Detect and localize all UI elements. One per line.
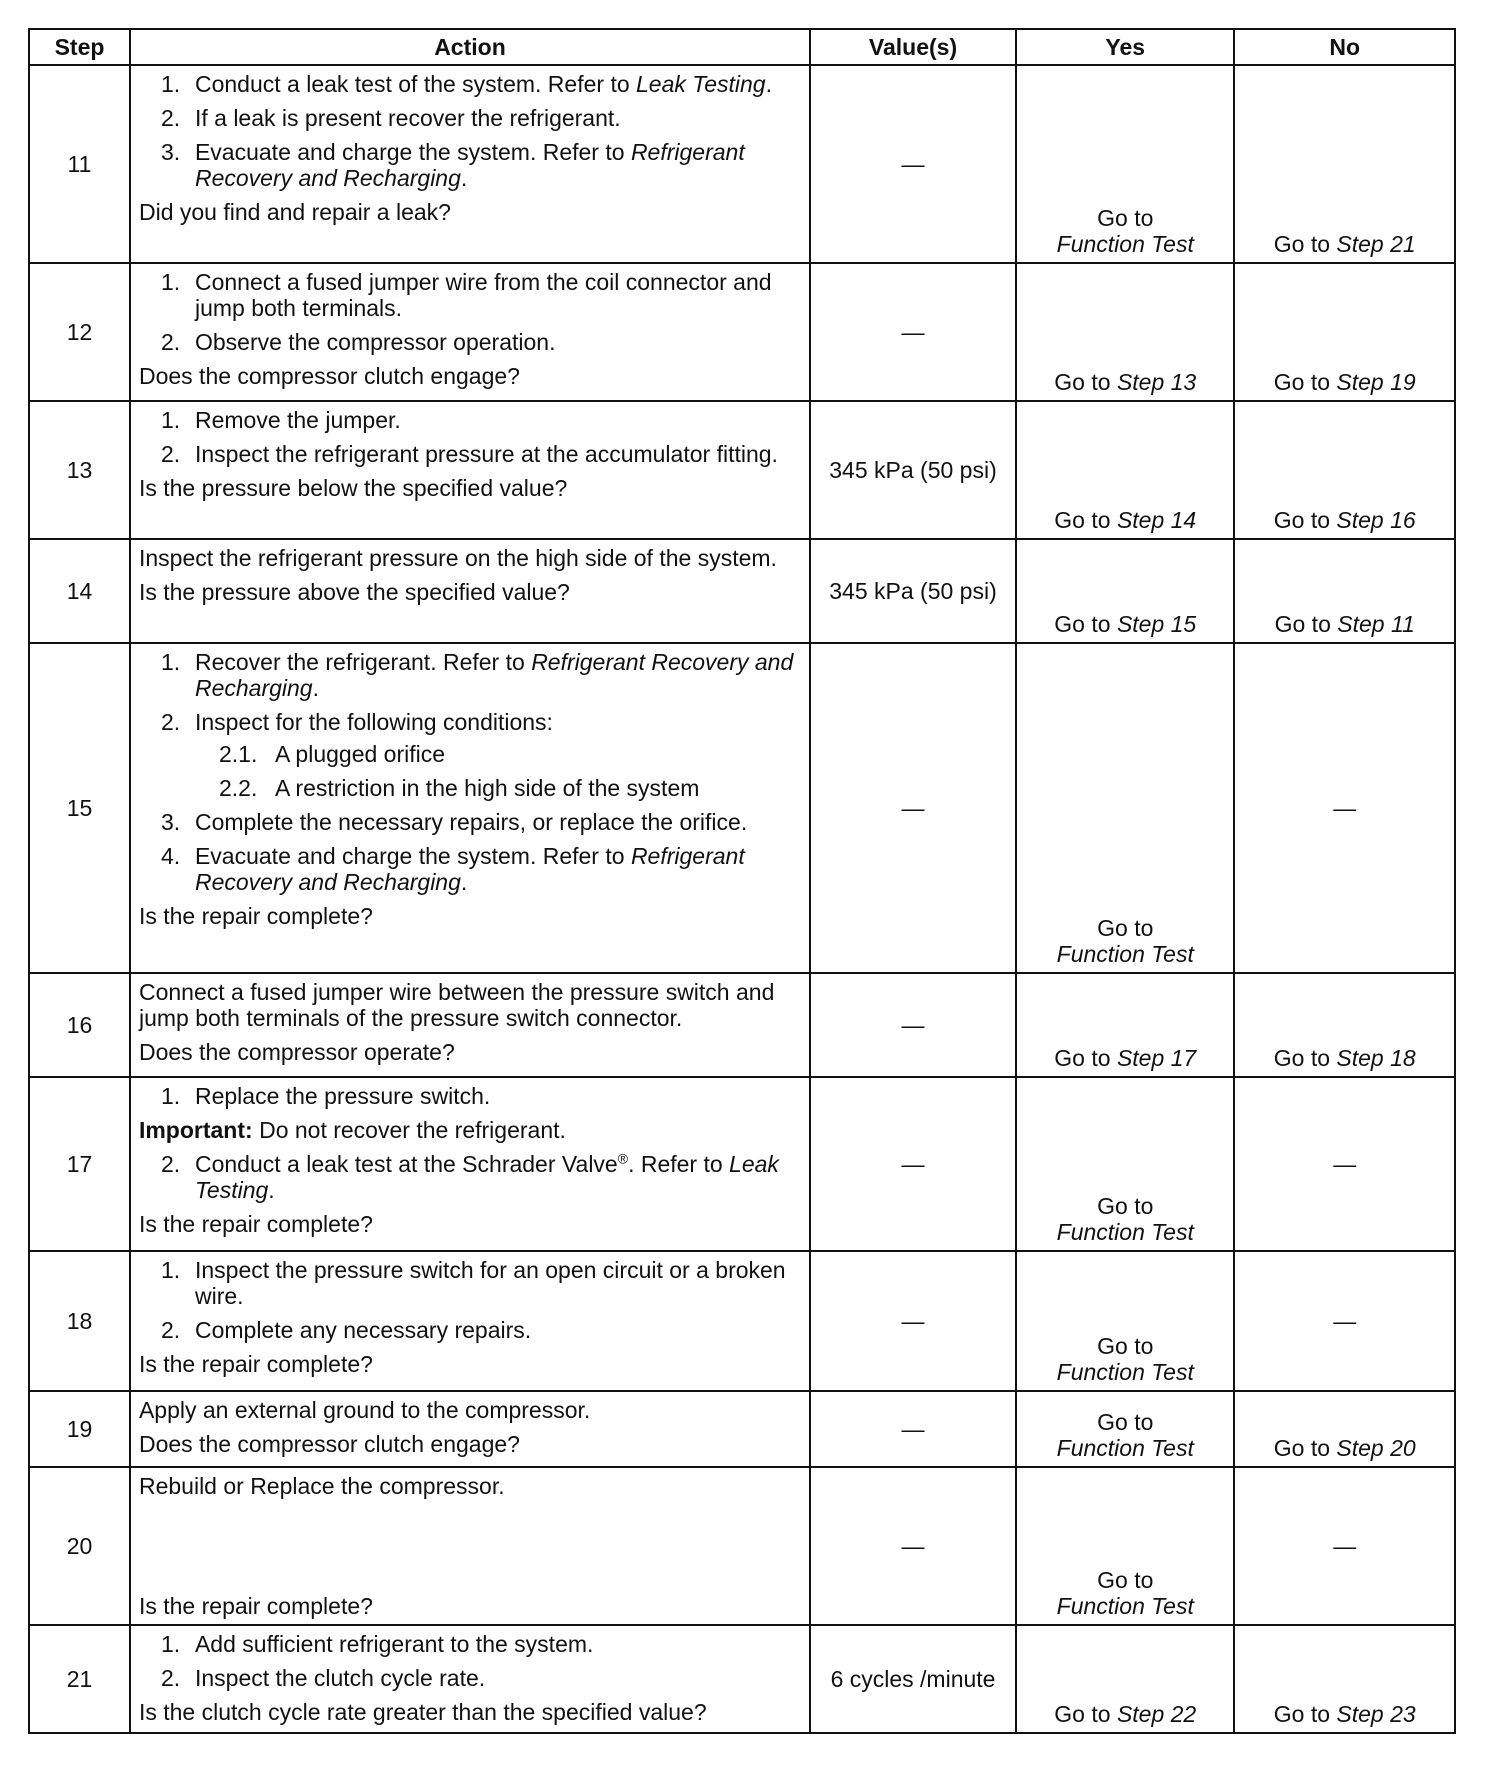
action-question: Is the repair complete? xyxy=(138,1593,373,1619)
no-result: — xyxy=(1333,795,1357,821)
reference-link[interactable]: Leak Testing xyxy=(194,1151,779,1203)
yes-cell xyxy=(1016,263,1234,401)
no-cell xyxy=(1234,65,1455,263)
no-result[interactable]: Go to Step 18 xyxy=(1273,1045,1416,1071)
no-result[interactable]: Go to Step 23 xyxy=(1273,1701,1416,1727)
action-item: 2. Complete any necessary repairs. xyxy=(160,1317,532,1343)
yes-cell xyxy=(1016,1467,1234,1625)
value-cell: 6 cycles /minute xyxy=(810,1625,1016,1733)
action-cell xyxy=(130,65,810,263)
action-question: Does the compressor clutch engage? xyxy=(138,363,520,389)
table-row xyxy=(29,1077,1455,1251)
value-cell: — xyxy=(810,643,1016,973)
no-cell xyxy=(1234,401,1455,539)
action-item: 4. Evacuate and charge the system. Refer to Refrigerant Recovery and Recharging. xyxy=(160,843,745,895)
action-cell xyxy=(130,973,810,1077)
yes-result[interactable]: Go to Function Test xyxy=(1056,1333,1194,1385)
yes-result[interactable]: Go to Function Test xyxy=(1056,1193,1194,1245)
action-question: Does the compressor operate? xyxy=(138,1039,455,1065)
step-number: 20 xyxy=(29,1467,130,1625)
step-number: 18 xyxy=(29,1251,130,1391)
no-result[interactable]: Go to Step 20 xyxy=(1273,1435,1416,1461)
no-result: — xyxy=(1333,1533,1357,1559)
action-item: 3. Evacuate and charge the system. Refer to Refrigerant Recovery and Recharging. xyxy=(160,139,745,191)
action-text: Connect a fused jumper wire between the pressure switch and jump both terminals of the pressure switch connector. xyxy=(138,979,775,1031)
no-result[interactable]: Go to Step 21 xyxy=(1273,231,1416,257)
yes-cell xyxy=(1016,1625,1234,1733)
header-row xyxy=(29,29,1455,65)
action-cell xyxy=(130,539,810,643)
action-cell xyxy=(130,1251,810,1391)
reference-link[interactable]: Refrigerant Recovery and Recharging xyxy=(194,649,794,701)
yes-cell xyxy=(1016,539,1234,643)
action-subitem: 2.1. A plugged orifice xyxy=(218,741,446,767)
action-question: Is the repair complete? xyxy=(138,1211,373,1237)
table-row xyxy=(29,539,1455,643)
yes-result[interactable]: Go to Step 13 xyxy=(1054,369,1197,395)
important-note: Important: Do not recover the refrigerant. xyxy=(138,1117,566,1143)
yes-cell xyxy=(1016,973,1234,1077)
action-cell xyxy=(130,263,810,401)
step-number: 13 xyxy=(29,401,130,539)
reference-link[interactable]: Refrigerant Recovery and Recharging xyxy=(194,843,745,895)
action-item: 1. Inspect the pressure switch for an open circuit or a broken wire. xyxy=(160,1257,786,1309)
no-result: — xyxy=(1333,1308,1357,1334)
no-cell xyxy=(1234,1467,1455,1625)
diagnostic-table xyxy=(28,28,1456,1734)
action-text: Apply an external ground to the compressor. xyxy=(138,1397,591,1423)
table-row xyxy=(29,401,1455,539)
no-result[interactable]: Go to Step 16 xyxy=(1273,507,1416,533)
action-question: Is the repair complete? xyxy=(138,903,373,929)
action-item: 2. Inspect the refrigerant pressure at the accumulator fitting. xyxy=(160,441,778,467)
table-row xyxy=(29,1391,1455,1467)
yes-cell xyxy=(1016,1251,1234,1391)
no-result[interactable]: Go to Step 19 xyxy=(1273,369,1416,395)
value-cell: 345 kPa (50 psi) xyxy=(810,539,1016,643)
action-item: 1. Replace the pressure switch. xyxy=(160,1083,491,1109)
action-subitem: 2.2. A restriction in the high side of the system xyxy=(218,775,700,801)
step-number: 16 xyxy=(29,973,130,1077)
action-item: 1. Add sufficient refrigerant to the system. xyxy=(160,1631,594,1657)
action-question: Is the pressure above the specified value? xyxy=(138,579,570,605)
action-item: 2. Conduct a leak test at the Schrader Valve®. Refer to Leak Testing. xyxy=(160,1150,779,1203)
header-step: Step xyxy=(29,29,130,65)
action-question: Is the pressure below the specified value? xyxy=(138,475,568,501)
action-item: 1. Connect a fused jumper wire from the coil connector and jump both terminals. xyxy=(160,269,772,321)
yes-cell xyxy=(1016,1077,1234,1251)
header-action: Action xyxy=(130,29,810,65)
step-number: 12 xyxy=(29,263,130,401)
yes-cell xyxy=(1016,65,1234,263)
action-question: Is the repair complete? xyxy=(138,1351,373,1377)
action-cell xyxy=(130,401,810,539)
action-text: Inspect the refrigerant pressure on the high side of the system. xyxy=(138,545,777,571)
table-row xyxy=(29,973,1455,1077)
no-result: — xyxy=(1333,1151,1357,1177)
yes-result[interactable]: Go to Function Test xyxy=(1056,915,1194,967)
action-item: 3. Complete the necessary repairs, or replace the orifice. xyxy=(160,809,748,835)
action-question: Does the compressor clutch engage? xyxy=(138,1431,520,1457)
value-cell: — xyxy=(810,1467,1016,1625)
step-number: 19 xyxy=(29,1391,130,1467)
step-number: 17 xyxy=(29,1077,130,1251)
reference-link[interactable]: Leak Testing xyxy=(636,71,766,97)
header-values: Value(s) xyxy=(810,29,1016,65)
action-item: 1. Recover the refrigerant. Refer to Refrigerant Recovery and Recharging. xyxy=(160,649,794,701)
header-no: No xyxy=(1234,29,1455,65)
reference-link[interactable]: Refrigerant Recovery and Recharging xyxy=(194,139,745,191)
no-cell xyxy=(1234,1077,1455,1251)
action-cell xyxy=(130,1625,810,1733)
action-item: 2. If a leak is present recover the refrigerant. xyxy=(160,105,621,131)
action-cell xyxy=(130,1391,810,1467)
action-item: 1. Conduct a leak test of the system. Refer to Leak Testing. xyxy=(160,71,772,97)
action-item: 2. Inspect the clutch cycle rate. xyxy=(160,1665,486,1691)
step-number: 14 xyxy=(29,539,130,643)
action-question: Did you find and repair a leak? xyxy=(138,199,451,225)
no-cell xyxy=(1234,643,1455,973)
action-item: 2. Observe the compressor operation. xyxy=(160,329,556,355)
no-result[interactable]: Go to Step 11 xyxy=(1274,611,1415,637)
action-item: 1. Remove the jumper. xyxy=(160,407,401,433)
value-cell: — xyxy=(810,1251,1016,1391)
yes-result[interactable]: Go to Function Test xyxy=(1056,205,1194,257)
table-row xyxy=(29,65,1455,263)
table-row xyxy=(29,1467,1455,1625)
value-cell: — xyxy=(810,1077,1016,1251)
table-row xyxy=(29,263,1455,401)
step-number: 21 xyxy=(29,1625,130,1733)
value-cell: — xyxy=(810,1391,1016,1467)
no-cell xyxy=(1234,1391,1455,1467)
action-cell xyxy=(130,1467,810,1625)
yes-cell xyxy=(1016,1391,1234,1467)
yes-result[interactable]: Go to Step 17 xyxy=(1054,1045,1197,1071)
yes-result[interactable]: Go to Function Test xyxy=(1056,1409,1194,1461)
no-cell xyxy=(1234,263,1455,401)
yes-result[interactable]: Go to Function Test xyxy=(1056,1567,1194,1619)
no-cell xyxy=(1234,539,1455,643)
action-cell xyxy=(130,1077,810,1251)
no-cell xyxy=(1234,973,1455,1077)
no-cell xyxy=(1234,1251,1455,1391)
action-text: Rebuild or Replace the compressor. xyxy=(138,1473,505,1499)
yes-cell xyxy=(1016,643,1234,973)
value-cell: — xyxy=(810,263,1016,401)
yes-cell xyxy=(1016,401,1234,539)
yes-result[interactable]: Go to Step 15 xyxy=(1054,611,1197,637)
value-cell: 345 kPa (50 psi) xyxy=(810,401,1016,539)
header-yes: Yes xyxy=(1016,29,1234,65)
action-question: Is the clutch cycle rate greater than the specified value? xyxy=(138,1699,707,1725)
table-row xyxy=(29,1625,1455,1733)
table-row xyxy=(29,1251,1455,1391)
step-number: 15 xyxy=(29,643,130,973)
action-item: 2. Inspect for the following conditions: 2.1. A plugged orifice 2.2. A restriction in the high side of the system xyxy=(139,709,801,801)
yes-result[interactable]: Go to Step 22 xyxy=(1054,1701,1197,1727)
value-cell: — xyxy=(810,65,1016,263)
step-number: 11 xyxy=(29,65,130,263)
table-row xyxy=(29,643,1455,973)
value-cell: — xyxy=(810,973,1016,1077)
diagnostic-table-sheet xyxy=(28,28,1456,1734)
action-cell xyxy=(130,643,810,973)
yes-result[interactable]: Go to Step 14 xyxy=(1054,507,1197,533)
no-cell xyxy=(1234,1625,1455,1733)
